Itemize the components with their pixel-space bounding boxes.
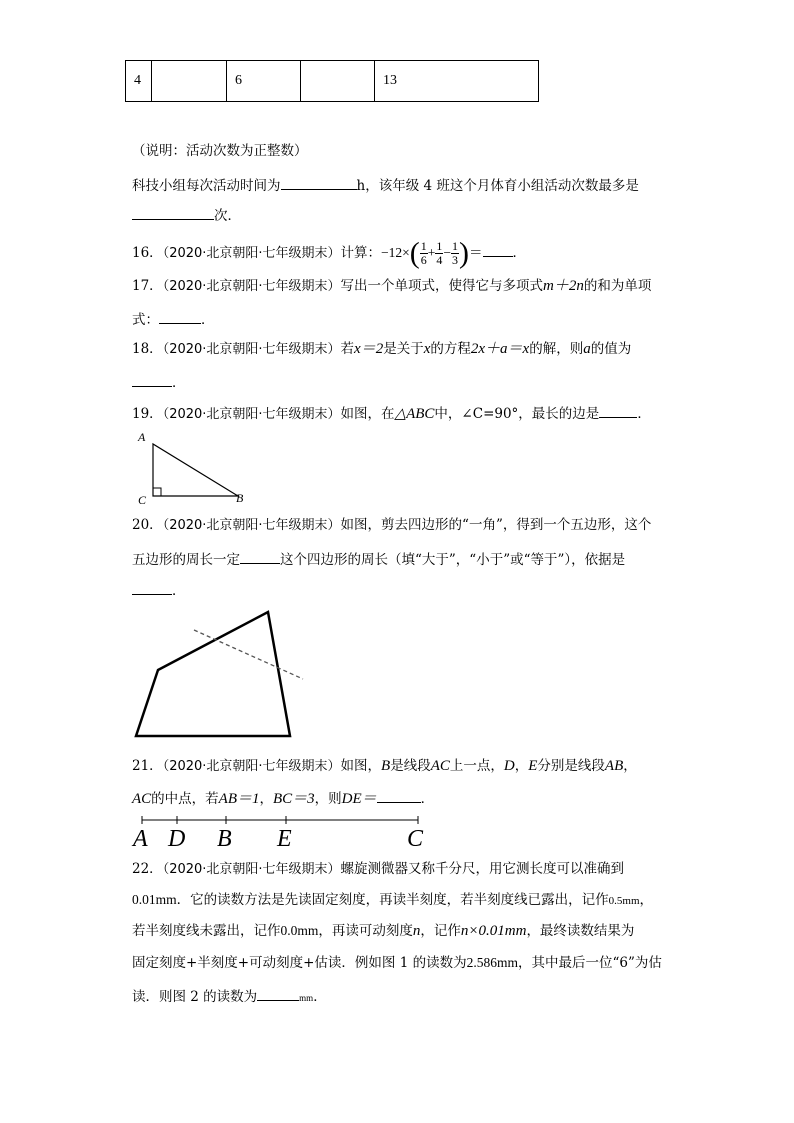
- answer-blank: [599, 403, 637, 418]
- question-16: 16．（2020·北京朝阳·七年级期末）计算：−12×( $\frac{1}{6}$ + $\frac{1}{4}$ − $\frac{1}{3}$ )＝ ．: [132, 236, 527, 270]
- question-19: 19．（2020·北京朝阳·七年级期末）如图，在△ABC中，∠C=90°，最长的边是 ．: [132, 403, 651, 424]
- point-label-c: C: [407, 826, 424, 852]
- table-cell: 4: [126, 61, 152, 102]
- question-17: [132, 277, 651, 296]
- answer-blank: [159, 309, 201, 324]
- q15-text-b: h，该年级 4 班这个月体育小组活动次数最多是: [356, 178, 639, 194]
- question-22-line2: 0.01mm．它的读数方法是先读固定刻度，再读半刻度，若半刻度线已露出，记作0.5mm，: [132, 892, 654, 908]
- math-expr: m＋2n: [543, 278, 584, 294]
- vertex-label-b: B: [236, 491, 244, 505]
- activity-table: [125, 60, 539, 102]
- question-source: （2020·北京朝阳·七年级期末）: [162, 862, 341, 877]
- question-18: 18．（2020·北京朝阳·七年级期末）若x＝2是关于x的方程2x＋a＝x的解，则a的值为: [132, 341, 632, 357]
- math-expr: △ABC: [394, 406, 435, 422]
- question-22-line3: 若半刻度线未露出，记作0.0mm，再读可动刻度n，记作n×0.01mm，最终读数结果为: [132, 923, 635, 939]
- question-source: （2020·北京朝阳·七年级期末）: [162, 279, 341, 294]
- segment-figure: [130, 812, 430, 852]
- table-row: [126, 61, 539, 102]
- period: ．: [512, 245, 527, 261]
- question-text: 计算：: [340, 245, 382, 261]
- question-number: 20．: [132, 517, 163, 533]
- question-source: （2020·北京朝阳·七年级期末）: [162, 246, 341, 261]
- answer-blank: [240, 549, 280, 564]
- quadrilateral-figure: [130, 605, 310, 740]
- table-cell: 6: [227, 61, 301, 102]
- q15-text-c: 次．: [214, 208, 241, 224]
- question-number: 18．: [132, 341, 163, 357]
- question-22-line5: 读．则图 2 的读数为 mm．: [132, 986, 327, 1007]
- table-cell: 13: [375, 61, 539, 102]
- period: ．: [201, 312, 215, 328]
- question-17-line2: [132, 309, 215, 329]
- answer-blank: [132, 372, 172, 387]
- question-21-line2: AC的中点，若AB＝1，BC＝3，则DE＝ ．: [132, 788, 434, 808]
- question-source: （2020·北京朝阳·七年级期末）: [162, 759, 341, 774]
- answer-blank: [132, 580, 172, 595]
- question-22-line4: 固定刻度+半刻度+可动刻度+估读．例如图 1 的读数为2.586mm，其中最后一位“6”为估: [132, 955, 662, 971]
- table-cell: [152, 61, 227, 102]
- math-var: a: [583, 341, 591, 357]
- answer-blank: [281, 175, 357, 190]
- question-18-line2: [132, 372, 186, 392]
- question-22: 22．（2020·北京朝阳·七年级期末）螺旋测微器又称千分尺，用它测长度可以准确到: [132, 861, 625, 877]
- math-expr: 2x＋a＝x: [470, 341, 530, 357]
- vertex-label-c: C: [138, 493, 147, 507]
- period: ．: [172, 375, 186, 391]
- question-text: 写出一个单项式，使得它与多项式: [340, 278, 544, 294]
- right-triangle-figure: [130, 428, 260, 508]
- table-cell: [301, 61, 375, 102]
- question-number: 19．: [132, 406, 163, 422]
- answer-blank: [132, 205, 214, 220]
- q15-text-a: 科技小组每次活动时间为: [132, 178, 281, 194]
- note: （说明：活动次数为正整数）: [132, 143, 308, 159]
- math-expr: x＝2: [354, 341, 384, 357]
- paren: ): [459, 236, 470, 270]
- question-20-line2: 五边形的周长一定 这个四边形的周长（填“大于”，“小于”或“等于”），依据是: [132, 549, 625, 569]
- period: ．: [172, 583, 186, 599]
- math-expr: −12×: [381, 245, 410, 260]
- point-label-b: B: [217, 826, 232, 852]
- question-text: 的和为单项: [583, 278, 652, 294]
- cut-line: [194, 630, 303, 679]
- answer-blank: [377, 788, 421, 803]
- math-var: x: [423, 341, 431, 357]
- q15-line2: [132, 205, 241, 225]
- answer-blank: [257, 986, 299, 1001]
- period: ．: [420, 791, 435, 807]
- question-source: （2020·北京朝阳·七年级期末）: [162, 407, 341, 422]
- period: ．: [637, 406, 651, 422]
- question-20-line3: [132, 580, 186, 600]
- question-source: （2020·北京朝阳·七年级期末）: [162, 518, 341, 533]
- question-number: 17．: [132, 278, 163, 294]
- paren: (: [409, 236, 420, 270]
- question-text: 式：: [132, 312, 159, 328]
- q15-line1: [132, 175, 639, 195]
- point-label-d: D: [168, 826, 186, 852]
- equals-sign: ＝: [469, 245, 483, 261]
- question-number: 16．: [132, 245, 163, 261]
- fraction: $\frac{1}{6}$: [420, 239, 427, 267]
- fraction: $\frac{1}{4}$: [436, 239, 443, 267]
- vertex-label-a: A: [138, 430, 146, 444]
- point-label-a: A: [133, 826, 148, 852]
- fraction: $\frac{1}{3}$: [452, 239, 459, 267]
- question-source: （2020·北京朝阳·七年级期末）: [162, 342, 341, 357]
- question-number: 21．: [132, 758, 163, 774]
- answer-blank: [483, 242, 513, 257]
- question-20: 20．（2020·北京朝阳·七年级期末）如图，剪去四边形的“一角”，得到一个五边形，这个: [132, 517, 652, 533]
- point-label-e: E: [277, 826, 292, 852]
- question-21: 21．（2020·北京朝阳·七年级期末）如图，B是线段AC上一点，D，E分别是线段AB，: [132, 758, 637, 774]
- question-number: 22．: [132, 861, 163, 877]
